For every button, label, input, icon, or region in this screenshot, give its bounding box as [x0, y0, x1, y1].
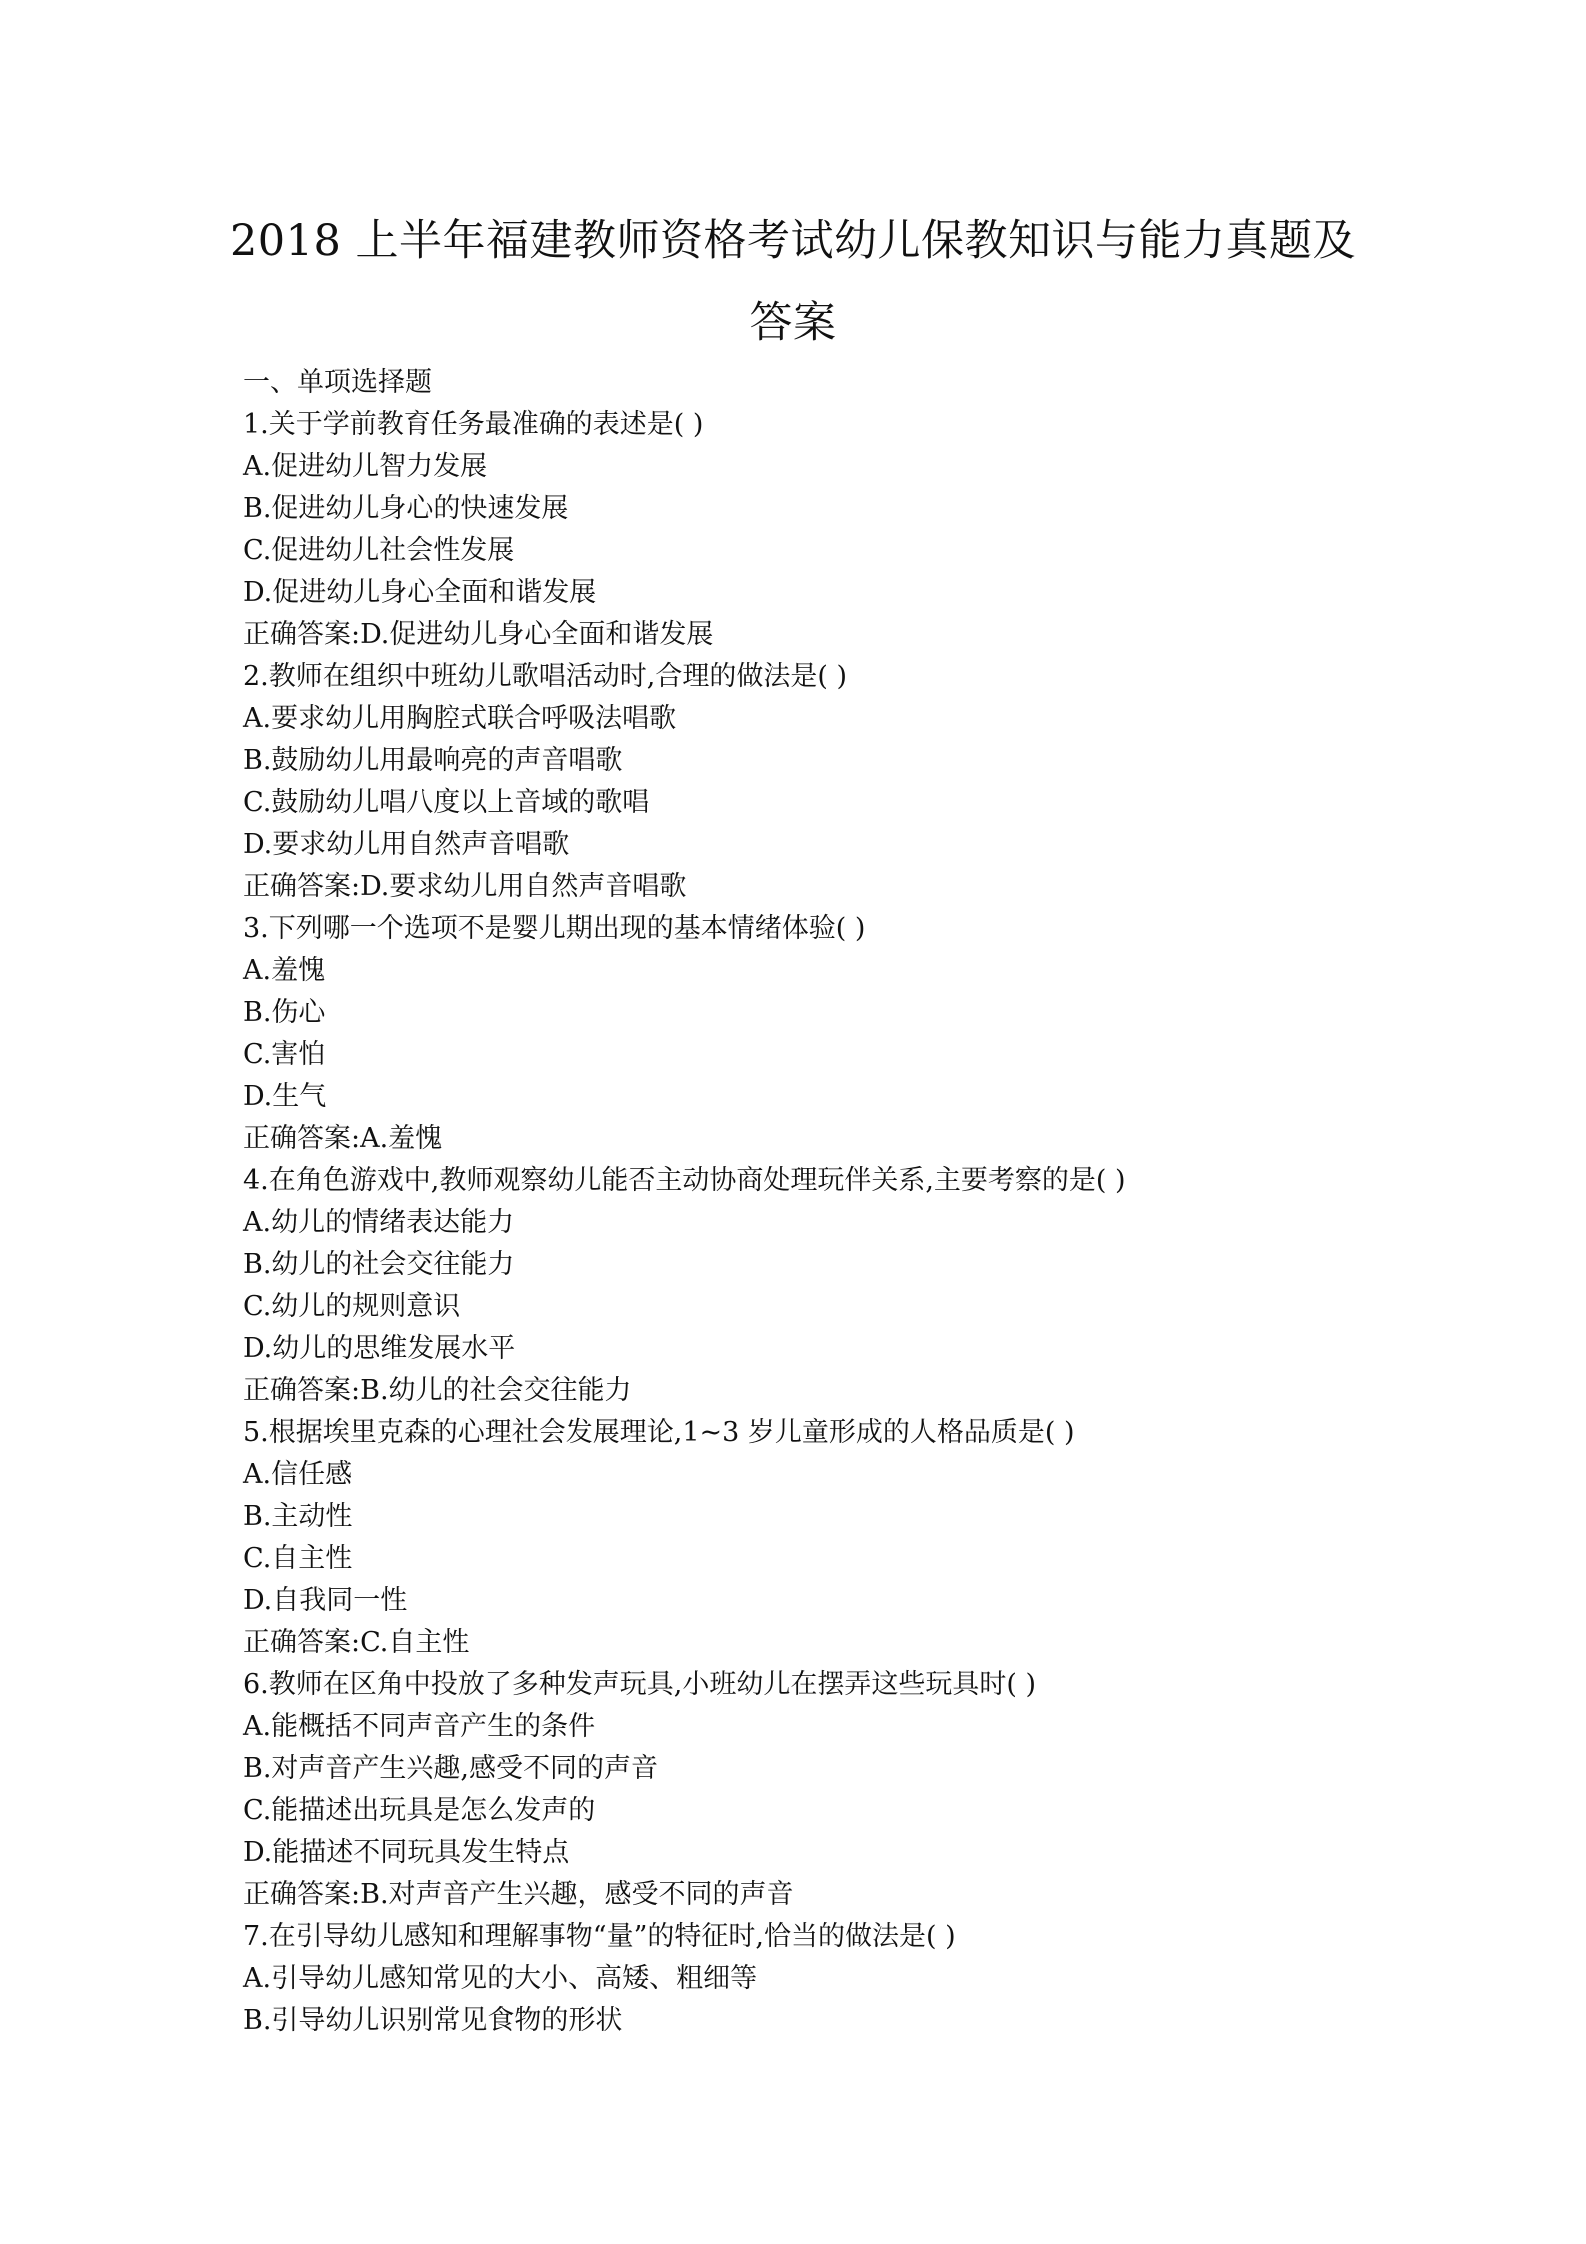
option-d: D.幼儿的思维发展水平: [243, 1333, 516, 1364]
option-c: C.自主性: [243, 1543, 353, 1574]
document-body: [243, 362, 1393, 2042]
option-b: B.引导幼儿识别常见食物的形状: [243, 2005, 623, 2036]
option-b: B.伤心: [243, 997, 326, 1028]
question-block: [243, 1664, 1393, 1916]
option-a: A.引导幼儿感知常见的大小、高矮、粗细等: [243, 1963, 758, 1994]
option-d: D.要求幼儿用自然声音唱歌: [243, 829, 570, 860]
option-a: A.幼儿的情绪表达能力: [243, 1207, 515, 1238]
option-c: C.害怕: [243, 1039, 326, 1070]
question-block: [243, 656, 1393, 908]
question-stem: 4.在角色游戏中,教师观察幼儿能否主动协商处理玩伴关系,主要考察的是( ): [243, 1165, 1126, 1196]
option-c: C.鼓励幼儿唱八度以上音域的歌唱: [243, 787, 650, 818]
question-block: [243, 1412, 1393, 1664]
question-block: [243, 1916, 1393, 2042]
question-block: [243, 404, 1393, 656]
answer-line: 正确答案:A.羞愧: [243, 1123, 443, 1154]
option-d: D.促进幼儿身心全面和谐发展: [243, 577, 597, 608]
option-c: C.能描述出玩具是怎么发声的: [243, 1795, 596, 1826]
question-stem: 3.下列哪一个选项不是婴儿期出现的基本情绪体验( ): [243, 913, 866, 944]
option-d: D.能描述不同玩具发生特点: [243, 1837, 570, 1868]
answer-line: 正确答案:D.要求幼儿用自然声音唱歌: [243, 871, 687, 902]
option-a: A.信任感: [243, 1459, 353, 1490]
answer-line: 正确答案:B.幼儿的社会交往能力: [243, 1375, 632, 1406]
title-line-1: 2018 上半年福建教师资格考试幼儿保教知识与能力真题及: [229, 216, 1357, 266]
option-c: C.幼儿的规则意识: [243, 1291, 461, 1322]
option-b: B.促进幼儿身心的快速发展: [243, 493, 569, 524]
answer-line: 正确答案:B.对声音产生兴趣，感受不同的声音: [243, 1879, 794, 1910]
question-stem: 7.在引导幼儿感知和理解事物“量”的特征时,恰当的做法是( ): [243, 1921, 956, 1952]
option-b: B.对声音产生兴趣,感受不同的声音: [243, 1753, 659, 1784]
option-b: B.幼儿的社会交往能力: [243, 1249, 515, 1280]
option-a: A.促进幼儿智力发展: [243, 451, 488, 482]
option-b: B.鼓励幼儿用最响亮的声音唱歌: [243, 745, 623, 776]
option-c: C.促进幼儿社会性发展: [243, 535, 515, 566]
title-line-2: 答案: [749, 298, 837, 348]
question-stem: 6.教师在区角中投放了多种发声玩具,小班幼儿在摆弄这些玩具时( ): [243, 1669, 1036, 1700]
option-a: A.要求幼儿用胸腔式联合呼吸法唱歌: [243, 703, 677, 734]
option-b: B.主动性: [243, 1501, 353, 1532]
answer-line: 正确答案:C.自主性: [243, 1627, 470, 1658]
question-block: [243, 1160, 1393, 1412]
question-block: [243, 908, 1393, 1160]
option-d: D.自我同一性: [243, 1585, 408, 1616]
option-a: A.能概括不同声音产生的条件: [243, 1711, 596, 1742]
answer-line: 正确答案:D.促进幼儿身心全面和谐发展: [243, 619, 714, 650]
option-d: D.生气: [243, 1081, 327, 1112]
option-a: A.羞愧: [243, 955, 326, 986]
document-title: [140, 200, 1446, 364]
section-heading: 一、单项选择题: [243, 367, 432, 398]
question-stem: 5.根据埃里克森的心理社会发展理论,1~3 岁儿童形成的人格品质是( ): [243, 1417, 1075, 1448]
question-stem: 1.关于学前教育任务最准确的表述是( ): [243, 409, 704, 440]
question-stem: 2.教师在组织中班幼儿歌唱活动时,合理的做法是( ): [243, 661, 847, 692]
